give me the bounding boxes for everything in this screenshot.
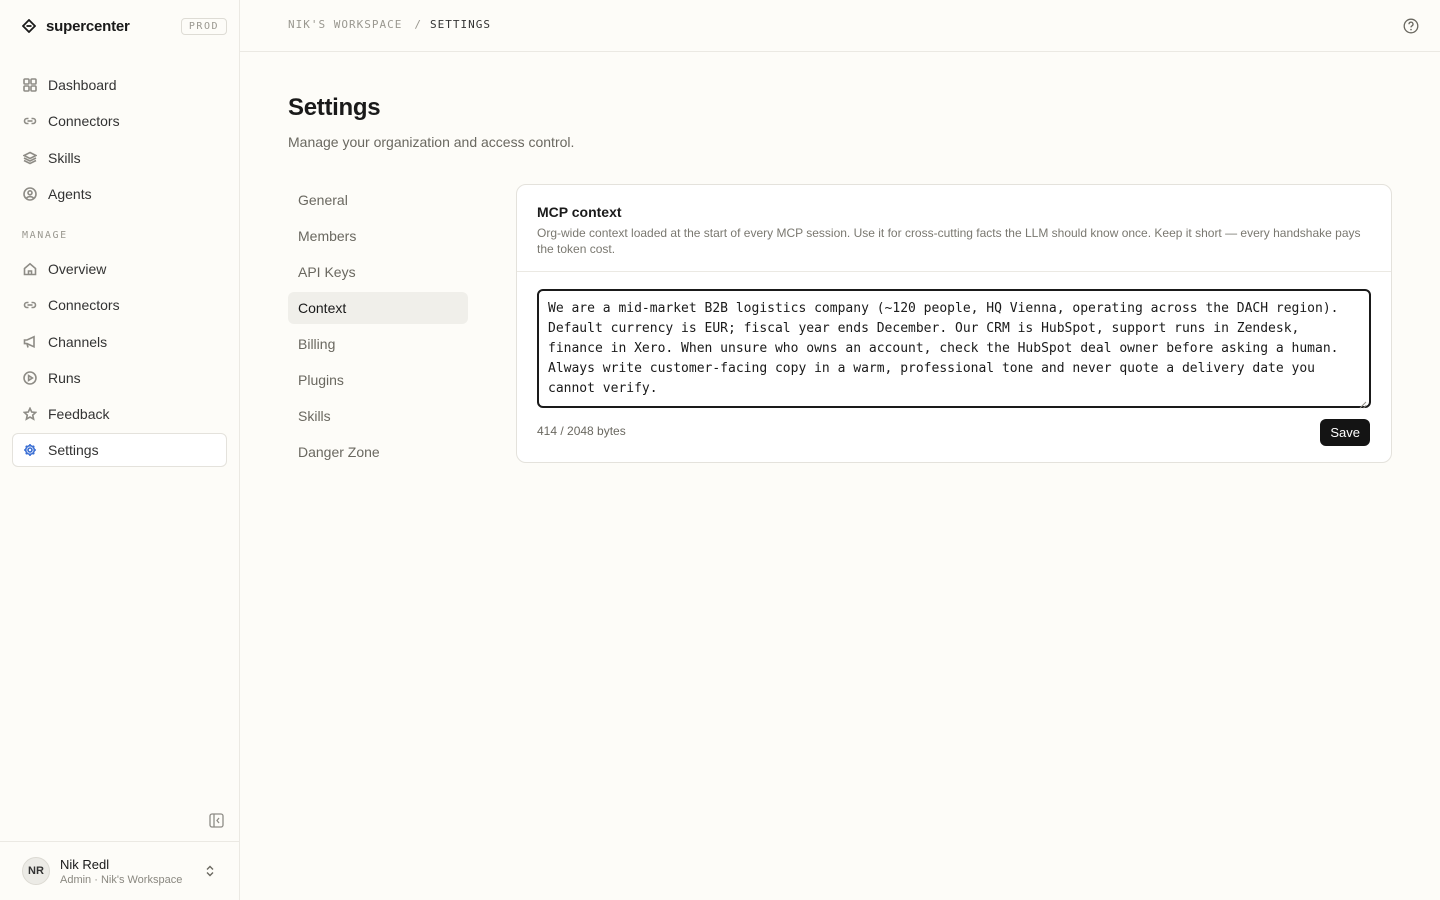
sidebar-item-label: Channels (48, 333, 108, 350)
user-info (60, 857, 182, 886)
context-textarea[interactable] (537, 289, 1371, 408)
tab-danger-zone[interactable]: Danger Zone (298, 444, 380, 460)
tab-api-keys[interactable]: API Keys (298, 264, 356, 280)
tab-general[interactable]: General (298, 192, 348, 208)
help-icon[interactable] (1403, 18, 1419, 34)
breadcrumb-separator: / (414, 18, 422, 31)
manage-nav (12, 252, 227, 470)
sidebar-item-skills[interactable] (12, 141, 227, 175)
byte-count: 414 / 2048 bytes (537, 424, 626, 438)
sidebar-item-label: Feedback (48, 406, 110, 423)
env-badge: PROD (181, 18, 227, 35)
sidebar-item-label: Runs (48, 369, 81, 386)
brand[interactable] (22, 15, 227, 37)
sidebar-item-label: Settings (48, 442, 99, 459)
brand-name: supercenter (46, 17, 130, 35)
breadcrumb-workspace[interactable]: NIK'S WORKSPACE (288, 18, 403, 31)
megaphone-icon (23, 335, 37, 349)
settings-subnav (288, 184, 468, 472)
avatar: NR (22, 857, 50, 885)
sidebar (0, 0, 240, 900)
tab-context[interactable]: Context (288, 292, 468, 324)
sidebar-item-label: Agents (48, 185, 92, 202)
sidebar-item-connectors-manage[interactable] (12, 288, 227, 322)
user-circle-icon (23, 187, 37, 201)
section-label-manage: MANAGE (22, 230, 68, 241)
star-icon (23, 407, 37, 421)
play-circle-icon (23, 371, 37, 385)
logo-icon (22, 19, 36, 33)
layers-icon (23, 151, 37, 165)
link-icon (23, 114, 37, 128)
home-icon (23, 262, 37, 276)
sidebar-item-channels[interactable] (12, 325, 227, 359)
gear-icon (23, 443, 37, 457)
save-button[interactable]: Save (1320, 419, 1370, 446)
tab-plugins[interactable]: Plugins (298, 372, 344, 388)
sidebar-item-label: Connectors (48, 113, 120, 130)
primary-nav (12, 68, 227, 213)
user-name: Nik Redl (60, 856, 110, 872)
sidebar-collapse-icon[interactable] (209, 813, 224, 828)
sidebar-item-agents[interactable] (12, 177, 227, 211)
sidebar-item-dashboard[interactable] (12, 68, 227, 102)
breadcrumb (288, 18, 491, 31)
tab-skills[interactable]: Skills (298, 408, 331, 424)
sidebar-item-connectors[interactable] (12, 104, 227, 138)
mcp-context-card (516, 184, 1392, 463)
sidebar-item-label: Overview (48, 261, 107, 277)
sidebar-item-feedback[interactable] (12, 397, 227, 431)
chevron-up-down-icon (203, 864, 217, 878)
user-role: Admin · Nik's Workspace (60, 873, 183, 886)
resize-handle-icon[interactable] (1359, 396, 1367, 404)
card-description: Org-wide context loaded at the start of every MCP session. Use it for cross-cutting facts the LLM should know once. Keep it short — every handshake pays the token cost. (537, 226, 1361, 256)
tab-members[interactable]: Members (298, 228, 357, 244)
card-header (517, 185, 1391, 272)
context-textarea-value[interactable]: We are a mid-market B2B logistics company (~120 people, HQ Vienna, operating across the DACH region). Default currency is EUR; fiscal year ends December. Our CRM is HubSpot, support runs in Zendesk, finance in Xero. When unsure who owns an account, check the HubSpot deal owner before asking a human. Always write customer-facing copy in a warm, professional tone and never quote a delivery date you cannot verify. (548, 301, 1347, 396)
sidebar-item-overview[interactable] (12, 252, 227, 286)
card-title: MCP context (537, 204, 622, 220)
tab-billing[interactable]: Billing (298, 336, 336, 352)
link-icon (23, 298, 37, 312)
sidebar-item-settings[interactable] (12, 433, 227, 467)
breadcrumb-current: SETTINGS (429, 18, 491, 31)
page-title: Settings (288, 94, 381, 121)
grid-icon (23, 78, 37, 92)
user-menu[interactable] (0, 841, 239, 900)
sidebar-item-runs[interactable] (12, 361, 227, 395)
sidebar-item-label: Skills (48, 149, 81, 166)
sidebar-item-label: Connectors (48, 297, 120, 314)
sidebar-item-label: Dashboard (48, 77, 117, 93)
top-bar (240, 0, 1440, 52)
page-subtitle: Manage your organization and access control. (288, 134, 575, 150)
